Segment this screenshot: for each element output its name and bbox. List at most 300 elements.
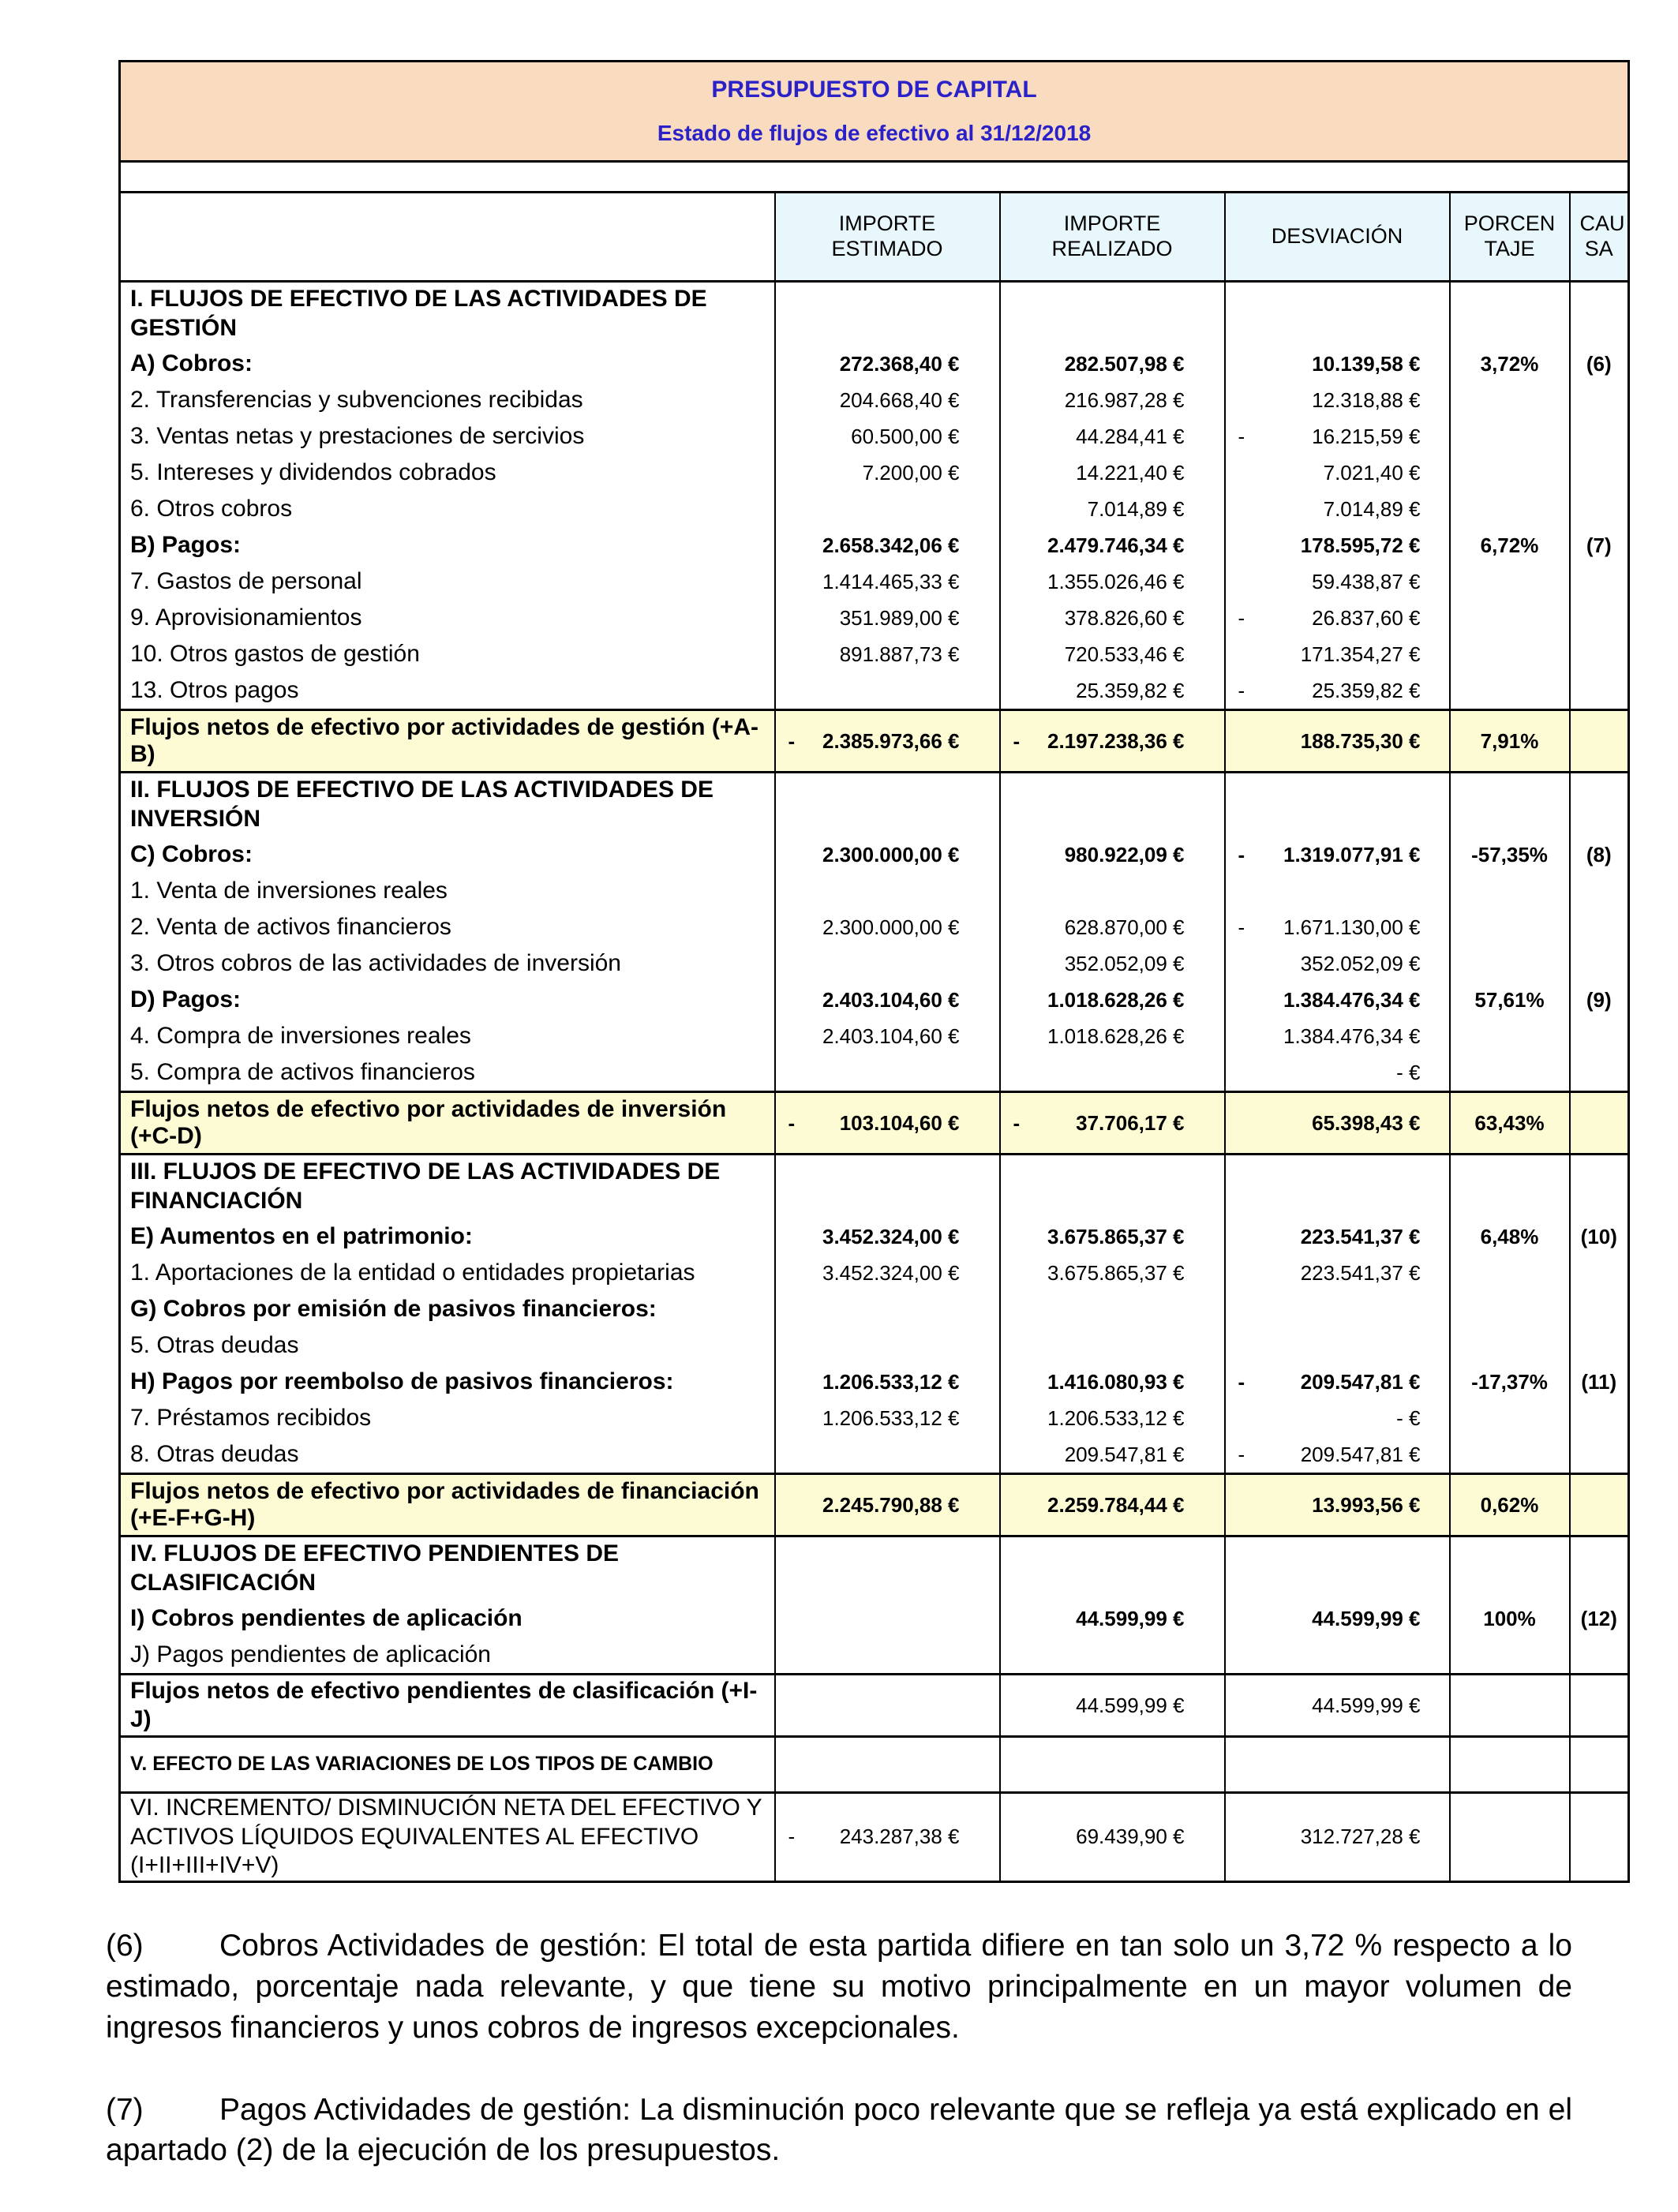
causa-cell <box>1570 1291 1629 1327</box>
causa-cell <box>1570 1675 1629 1737</box>
porcentaje-cell: 63,43% <box>1450 1092 1570 1155</box>
causa-cell <box>1570 1536 1629 1601</box>
importe-estimado-cell-value: 2.245.790,88 € <box>822 1492 960 1517</box>
importe-realizado-cell <box>1000 600 1225 636</box>
importe-estimado-cell <box>775 346 1000 382</box>
desviacion-cell-value: 13.993,56 € <box>1312 1492 1421 1517</box>
importe-realizado-cell-value: 2.479.746,34 € <box>1047 533 1185 557</box>
negative-sign: - <box>1238 1369 1245 1394</box>
desviacion-cell <box>1225 1474 1450 1536</box>
desviacion-cell-value: 10.139,58 € <box>1312 351 1421 376</box>
importe-estimado-cell <box>775 1218 1000 1255</box>
row-label: D) Pagos: <box>130 986 242 1012</box>
row-label: 3. Ventas netas y prestaciones de sercivios <box>130 422 585 449</box>
header-porcentaje: PORCEN TAJE <box>1450 193 1570 282</box>
table-row <box>120 527 1629 563</box>
desviacion-cell <box>1225 600 1450 636</box>
porcentaje-cell <box>1450 418 1570 455</box>
desviacion-cell-value: - € <box>1396 1060 1421 1084</box>
importe-realizado-cell <box>1000 418 1225 455</box>
porcentaje-cell <box>1450 455 1570 491</box>
causa-cell <box>1570 1155 1629 1219</box>
table-row <box>120 282 1629 346</box>
note-text: Cobros Actividades de gestión: El total de esta partida difiere en tan solo un 3,72 % respecto a lo estimado, porcentaje nada relevante, y que tiene su motivo principalmente en un mayor volumen de ingresos financieros y unos cobros de ingresos excepcionales. <box>106 1929 1572 2045</box>
importe-estimado-cell-value: 2.403.104,60 € <box>822 987 960 1012</box>
porcentaje-cell: 6,48% <box>1450 1218 1570 1255</box>
porcentaje-cell: 57,61% <box>1450 982 1570 1018</box>
row-label: 7. Gastos de personal <box>130 567 362 594</box>
desviacion-cell <box>1225 382 1450 418</box>
importe-estimado-cell <box>775 672 1000 710</box>
porcentaje-cell <box>1450 1400 1570 1436</box>
table-row <box>120 1255 1629 1291</box>
table-row <box>120 1474 1629 1536</box>
note-number: (6) <box>106 1929 144 1963</box>
importe-realizado-cell-value: 628.870,00 € <box>1064 915 1185 939</box>
negative-sign: - <box>1238 678 1245 702</box>
importe-realizado-cell-value: 2.197.238,36 € <box>1047 728 1185 753</box>
importe-estimado-cell-value: 204.668,40 € <box>839 387 960 412</box>
table-row <box>120 945 1629 982</box>
importe-realizado-cell <box>1000 1436 1225 1474</box>
negative-sign: - <box>788 1110 796 1135</box>
desviacion-cell <box>1225 1436 1450 1474</box>
importe-estimado-cell <box>775 1092 1000 1155</box>
porcentaje-cell: 7,91% <box>1450 710 1570 773</box>
table-title: PRESUPUESTO DE CAPITAL <box>711 77 1037 103</box>
negative-sign: - <box>1238 1442 1245 1466</box>
importe-estimado-cell <box>775 1364 1000 1400</box>
importe-realizado-cell <box>1000 982 1225 1018</box>
table-row <box>120 1364 1629 1400</box>
desviacion-cell-value: 209.547,81 € <box>1300 1369 1421 1394</box>
row-label: 6. Otros cobros <box>130 495 293 522</box>
negative-sign: - <box>788 728 796 753</box>
desviacion-cell-value: 12.318,88 € <box>1312 387 1421 412</box>
causa-cell <box>1570 1400 1629 1436</box>
causa-cell <box>1570 1054 1629 1092</box>
importe-estimado-cell <box>775 1018 1000 1054</box>
table-row <box>120 773 1629 837</box>
causa-cell <box>1570 636 1629 672</box>
importe-estimado-cell-value: 3.452.324,00 € <box>822 1224 960 1248</box>
spacer-row <box>120 162 1629 193</box>
desviacion-cell-value: 1.319.077,91 € <box>1283 842 1421 866</box>
desviacion-cell <box>1225 1155 1450 1219</box>
row-label: 5. Otras deudas <box>130 1331 299 1358</box>
table-row <box>120 563 1629 600</box>
row-label: 7. Préstamos recibidos <box>130 1404 372 1431</box>
causa-cell <box>1570 563 1629 600</box>
importe-realizado-cell <box>1000 491 1225 527</box>
importe-realizado-cell <box>1000 1474 1225 1536</box>
importe-estimado-cell <box>775 710 1000 773</box>
causa-cell <box>1570 909 1629 945</box>
desviacion-cell-value: 7.021,40 € <box>1323 460 1421 485</box>
desviacion-cell-value: 178.595,72 € <box>1300 533 1421 557</box>
importe-estimado-cell-value: 2.385.973,66 € <box>822 728 960 753</box>
importe-realizado-cell-value: 216.987,28 € <box>1064 387 1185 412</box>
importe-estimado-cell-value: 272.368,40 € <box>839 351 960 376</box>
importe-estimado-cell <box>775 1400 1000 1436</box>
causa-cell <box>1570 773 1629 837</box>
importe-realizado-cell <box>1000 837 1225 873</box>
header-causa: CAU SA <box>1570 193 1629 282</box>
importe-realizado-cell <box>1000 773 1225 837</box>
importe-realizado-cell-value: 25.359,82 € <box>1076 678 1185 702</box>
importe-realizado-cell <box>1000 710 1225 773</box>
table-row <box>120 600 1629 636</box>
importe-realizado-cell <box>1000 1255 1225 1291</box>
importe-realizado-cell <box>1000 527 1225 563</box>
importe-estimado-cell-value: 60.500,00 € <box>851 424 960 448</box>
row-label: V. EFECTO DE LAS VARIACIONES DE LOS TIPOS DE CAMBIO <box>120 1737 775 1793</box>
desviacion-cell <box>1225 418 1450 455</box>
note-paragraph <box>106 2090 1572 2172</box>
desviacion-cell <box>1225 1364 1450 1400</box>
desviacion-cell-value: 65.398,43 € <box>1312 1110 1421 1135</box>
importe-realizado-cell <box>1000 1155 1225 1219</box>
importe-estimado-cell-value: 2.658.342,06 € <box>822 533 960 557</box>
desviacion-cell-value: 7.014,89 € <box>1323 496 1421 521</box>
importe-estimado-cell-value: 2.403.104,60 € <box>822 1024 960 1048</box>
title-row <box>120 62 1629 162</box>
causa-cell <box>1570 1092 1629 1155</box>
importe-realizado-cell-value: 282.507,98 € <box>1064 351 1185 376</box>
importe-realizado-cell-value: 1.206.533,12 € <box>1047 1405 1185 1430</box>
importe-realizado-cell-value: 1.018.628,26 € <box>1047 1024 1185 1048</box>
desviacion-cell-value: 209.547,81 € <box>1300 1442 1421 1466</box>
causa-cell <box>1570 418 1629 455</box>
porcentaje-cell <box>1450 636 1570 672</box>
desviacion-cell <box>1225 909 1450 945</box>
importe-realizado-cell <box>1000 1400 1225 1436</box>
importe-realizado-cell <box>1000 382 1225 418</box>
importe-estimado-cell <box>775 563 1000 600</box>
row-label: H) Pagos por reembolso de pasivos financieros: <box>130 1368 674 1394</box>
table-row <box>120 1637 1629 1675</box>
row-label: Flujos netos de efectivo por actividades de financiación (+E-F+G-H) <box>120 1474 775 1536</box>
desviacion-cell <box>1225 982 1450 1018</box>
causa-cell: (6) <box>1570 346 1629 382</box>
row-label: C) Cobros: <box>130 840 253 867</box>
importe-realizado-cell-value: 1.355.026,46 € <box>1047 569 1185 593</box>
desviacion-cell <box>1225 945 1450 982</box>
row-label: 3. Otros cobros de las actividades de inversión <box>130 949 621 976</box>
importe-realizado-cell-value: 378.826,60 € <box>1064 605 1185 630</box>
importe-realizado-cell <box>1000 873 1225 909</box>
desviacion-cell-value: 312.727,28 € <box>1300 1825 1421 1849</box>
row-label: 4. Compra de inversiones reales <box>130 1022 471 1049</box>
causa-cell: (9) <box>1570 982 1629 1018</box>
row-label: 1. Aportaciones de la entidad o entidades propietarias <box>130 1259 695 1286</box>
row-label: III. FLUJOS DE EFECTIVO DE LAS ACTIVIDADES DE FINANCIACIÓN <box>130 1158 721 1214</box>
importe-estimado-cell <box>775 1436 1000 1474</box>
desviacion-cell-value: 352.052,09 € <box>1300 951 1421 975</box>
porcentaje-cell: 100% <box>1450 1600 1570 1637</box>
porcentaje-cell <box>1450 1737 1570 1793</box>
importe-realizado-cell <box>1000 282 1225 346</box>
table-row <box>120 1155 1629 1219</box>
porcentaje-cell: 6,72% <box>1450 527 1570 563</box>
table-row <box>120 491 1629 527</box>
desviacion-cell <box>1225 1536 1450 1601</box>
causa-cell: (12) <box>1570 1600 1629 1637</box>
note-number: (7) <box>106 2092 144 2127</box>
importe-realizado-cell-value: 7.014,89 € <box>1087 496 1185 521</box>
importe-realizado-cell-value: 720.533,46 € <box>1064 642 1185 666</box>
desviacion-cell <box>1225 672 1450 710</box>
importe-estimado-cell <box>775 1637 1000 1675</box>
porcentaje-cell <box>1450 1436 1570 1474</box>
table-row <box>120 636 1629 672</box>
causa-cell <box>1570 382 1629 418</box>
porcentaje-cell <box>1450 1054 1570 1092</box>
desviacion-cell <box>1225 873 1450 909</box>
negative-sign: - <box>1013 1110 1021 1135</box>
porcentaje-cell <box>1450 945 1570 982</box>
porcentaje-cell <box>1450 1018 1570 1054</box>
porcentaje-cell: 0,62% <box>1450 1474 1570 1536</box>
importe-realizado-cell <box>1000 1737 1225 1793</box>
importe-realizado-cell-value: 3.675.865,37 € <box>1047 1260 1185 1285</box>
table-row <box>120 418 1629 455</box>
table-row <box>120 1327 1629 1364</box>
negative-sign: - <box>788 1825 796 1849</box>
table-row <box>120 346 1629 382</box>
table-row <box>120 1536 1629 1601</box>
importe-estimado-cell <box>775 1327 1000 1364</box>
table-row <box>120 1400 1629 1436</box>
header-row <box>120 193 1629 282</box>
causa-cell <box>1570 1637 1629 1675</box>
causa-cell <box>1570 1737 1629 1793</box>
row-label: B) Pagos: <box>130 531 242 558</box>
causa-cell <box>1570 1474 1629 1536</box>
importe-realizado-cell-value: 44.599,99 € <box>1076 1606 1185 1630</box>
importe-realizado-cell-value: 209.547,81 € <box>1064 1442 1185 1466</box>
porcentaje-cell <box>1450 382 1570 418</box>
causa-cell <box>1570 945 1629 982</box>
porcentaje-cell <box>1450 1536 1570 1601</box>
desviacion-cell <box>1225 1092 1450 1155</box>
importe-estimado-cell <box>775 1054 1000 1092</box>
desviacion-cell <box>1225 1327 1450 1364</box>
importe-realizado-cell-value: 44.599,99 € <box>1076 1693 1185 1717</box>
desviacion-cell <box>1225 1600 1450 1637</box>
importe-realizado-cell <box>1000 563 1225 600</box>
row-label: 5. Compra de activos financieros <box>130 1058 475 1085</box>
negative-sign: - <box>1238 915 1245 939</box>
causa-cell <box>1570 1793 1629 1882</box>
importe-estimado-cell-value: 1.206.533,12 € <box>822 1405 960 1430</box>
porcentaje-cell <box>1450 1291 1570 1327</box>
importe-realizado-cell <box>1000 1637 1225 1675</box>
row-label: VI. INCREMENTO/ DISMINUCIÓN NETA DEL EFECTIVO Y ACTIVOS LÍQUIDOS EQUIVALENTES AL EFECTIVO (I+II+III+IV+V) <box>120 1793 775 1882</box>
desviacion-cell <box>1225 491 1450 527</box>
importe-realizado-cell <box>1000 1364 1225 1400</box>
negative-sign: - <box>1238 424 1245 448</box>
importe-estimado-cell <box>775 418 1000 455</box>
desviacion-cell-value: 16.215,59 € <box>1312 424 1421 448</box>
desviacion-cell-value: 1.384.476,34 € <box>1283 1024 1421 1048</box>
importe-estimado-cell-value: 103.104,60 € <box>839 1110 960 1135</box>
row-label: I) Cobros pendientes de aplicación <box>130 1604 523 1631</box>
importe-realizado-cell <box>1000 1092 1225 1155</box>
causa-cell <box>1570 1436 1629 1474</box>
importe-realizado-cell <box>1000 346 1225 382</box>
importe-estimado-cell <box>775 1255 1000 1291</box>
porcentaje-cell <box>1450 672 1570 710</box>
importe-estimado-cell <box>775 873 1000 909</box>
porcentaje-cell <box>1450 282 1570 346</box>
importe-realizado-cell <box>1000 672 1225 710</box>
desviacion-cell <box>1225 773 1450 837</box>
table-row <box>120 1436 1629 1474</box>
causa-cell <box>1570 600 1629 636</box>
desviacion-cell <box>1225 1675 1450 1737</box>
desviacion-cell <box>1225 563 1450 600</box>
porcentaje-cell <box>1450 1793 1570 1882</box>
importe-realizado-cell-value: 352.052,09 € <box>1064 951 1185 975</box>
table-row <box>120 909 1629 945</box>
causa-cell <box>1570 491 1629 527</box>
causa-cell <box>1570 1255 1629 1291</box>
importe-estimado-cell <box>775 636 1000 672</box>
importe-estimado-cell <box>775 837 1000 873</box>
importe-estimado-cell <box>775 527 1000 563</box>
causa-cell <box>1570 710 1629 773</box>
negative-sign: - <box>1238 605 1245 630</box>
importe-estimado-cell-value: 7.200,00 € <box>862 460 960 485</box>
row-label: 10. Otros gastos de gestión <box>130 640 420 667</box>
table-row <box>120 1054 1629 1092</box>
desviacion-cell <box>1225 710 1450 773</box>
porcentaje-cell: 3,72% <box>1450 346 1570 382</box>
causa-cell: (7) <box>1570 527 1629 563</box>
desviacion-cell <box>1225 1793 1450 1882</box>
importe-realizado-cell <box>1000 1600 1225 1637</box>
porcentaje-cell <box>1450 563 1570 600</box>
table-row <box>120 710 1629 773</box>
importe-estimado-cell <box>775 491 1000 527</box>
table-row <box>120 1291 1629 1327</box>
row-label: 5. Intereses y dividendos cobrados <box>130 458 496 485</box>
desviacion-cell <box>1225 1291 1450 1327</box>
porcentaje-cell <box>1450 1637 1570 1675</box>
importe-estimado-cell <box>775 382 1000 418</box>
importe-estimado-cell <box>775 1600 1000 1637</box>
note-text: Pagos Actividades de gestión: La disminución poco relevante que se refleja ya está explicado en el apartado (2) de la ejecución de los presupuestos. <box>106 2092 1572 2168</box>
table-row <box>120 1675 1629 1737</box>
desviacion-cell <box>1225 1054 1450 1092</box>
note-paragraph <box>106 1926 1572 2049</box>
negative-sign: - <box>1238 842 1245 866</box>
importe-estimado-cell <box>775 1536 1000 1601</box>
importe-estimado-cell <box>775 909 1000 945</box>
importe-realizado-cell-value: 3.675.865,37 € <box>1047 1224 1185 1248</box>
importe-realizado-cell <box>1000 1054 1225 1092</box>
importe-estimado-cell-value: 351.989,00 € <box>839 605 960 630</box>
table-row <box>120 455 1629 491</box>
row-label: 2. Venta de activos financieros <box>130 913 451 940</box>
importe-realizado-cell <box>1000 909 1225 945</box>
importe-realizado-cell <box>1000 1327 1225 1364</box>
causa-cell <box>1570 672 1629 710</box>
row-label: Flujos netos de efectivo pendientes de clasificación (+I-J) <box>120 1675 775 1737</box>
desviacion-cell <box>1225 282 1450 346</box>
porcentaje-cell <box>1450 600 1570 636</box>
importe-estimado-cell <box>775 773 1000 837</box>
importe-estimado-cell-value: 1.206.533,12 € <box>822 1369 960 1394</box>
importe-estimado-cell-value: 2.300.000,00 € <box>822 842 960 866</box>
importe-estimado-cell-value: 3.452.324,00 € <box>822 1260 960 1285</box>
desviacion-cell <box>1225 636 1450 672</box>
row-label: 2. Transferencias y subvenciones recibidas <box>130 386 583 413</box>
desviacion-cell-value: 26.837,60 € <box>1312 605 1421 630</box>
importe-realizado-cell-value: 14.221,40 € <box>1076 460 1185 485</box>
desviacion-cell-value: 44.599,99 € <box>1312 1606 1421 1630</box>
importe-realizado-cell-value: 44.284,41 € <box>1076 424 1185 448</box>
desviacion-cell-value: 1.671.130,00 € <box>1283 915 1421 939</box>
importe-estimado-cell <box>775 1793 1000 1882</box>
desviacion-cell-value: 25.359,82 € <box>1312 678 1421 702</box>
row-label: IV. FLUJOS DE EFECTIVO PENDIENTES DE CLASIFICACIÓN <box>130 1540 620 1596</box>
importe-realizado-cell <box>1000 945 1225 982</box>
row-label: E) Aumentos en el patrimonio: <box>130 1222 473 1249</box>
importe-realizado-cell-value: 1.018.628,26 € <box>1047 987 1185 1012</box>
row-label: I. FLUJOS DE EFECTIVO DE LAS ACTIVIDADES DE GESTIÓN <box>130 286 707 341</box>
row-label: Flujos netos de efectivo por actividades de gestión (+A-B) <box>120 710 775 773</box>
table-row <box>120 1018 1629 1054</box>
causa-cell <box>1570 1327 1629 1364</box>
importe-estimado-cell <box>775 945 1000 982</box>
desviacion-cell <box>1225 1018 1450 1054</box>
row-label: 13. Otros pagos <box>130 676 299 703</box>
importe-realizado-cell <box>1000 455 1225 491</box>
table-row <box>120 1600 1629 1637</box>
importe-realizado-cell <box>1000 1218 1225 1255</box>
importe-estimado-cell-value: 1.414.465,33 € <box>822 569 960 593</box>
row-label: A) Cobros: <box>130 350 253 376</box>
header-desviacion: DESVIACIÓN <box>1225 193 1450 282</box>
row-label: G) Cobros por emisión de pasivos financieros: <box>130 1295 657 1322</box>
desviacion-cell-value: 171.354,27 € <box>1300 642 1421 666</box>
desviacion-cell-value: 223.541,37 € <box>1300 1260 1421 1285</box>
causa-cell: (8) <box>1570 837 1629 873</box>
capital-budget-sheet <box>118 60 1627 1883</box>
importe-estimado-cell-value: 2.300.000,00 € <box>822 915 960 939</box>
causa-cell <box>1570 1018 1629 1054</box>
porcentaje-cell <box>1450 1327 1570 1364</box>
desviacion-cell <box>1225 1637 1450 1675</box>
table-row <box>120 1218 1629 1255</box>
importe-estimado-cell-value: 891.887,73 € <box>839 642 960 666</box>
causa-cell <box>1570 873 1629 909</box>
importe-realizado-cell <box>1000 1793 1225 1882</box>
row-label: Flujos netos de efectivo por actividades de inversión (+C-D) <box>120 1092 775 1155</box>
importe-realizado-cell <box>1000 1018 1225 1054</box>
causa-cell: (11) <box>1570 1364 1629 1400</box>
importe-estimado-cell-value: 243.287,38 € <box>839 1825 960 1849</box>
desviacion-cell-value: 188.735,30 € <box>1300 728 1421 753</box>
porcentaje-cell: -17,37% <box>1450 1364 1570 1400</box>
table-row <box>120 1737 1629 1793</box>
row-label: II. FLUJOS DE EFECTIVO DE LAS ACTIVIDADES DE INVERSIÓN <box>130 777 714 832</box>
importe-realizado-cell <box>1000 1675 1225 1737</box>
causa-cell: (10) <box>1570 1218 1629 1255</box>
porcentaje-cell <box>1450 873 1570 909</box>
